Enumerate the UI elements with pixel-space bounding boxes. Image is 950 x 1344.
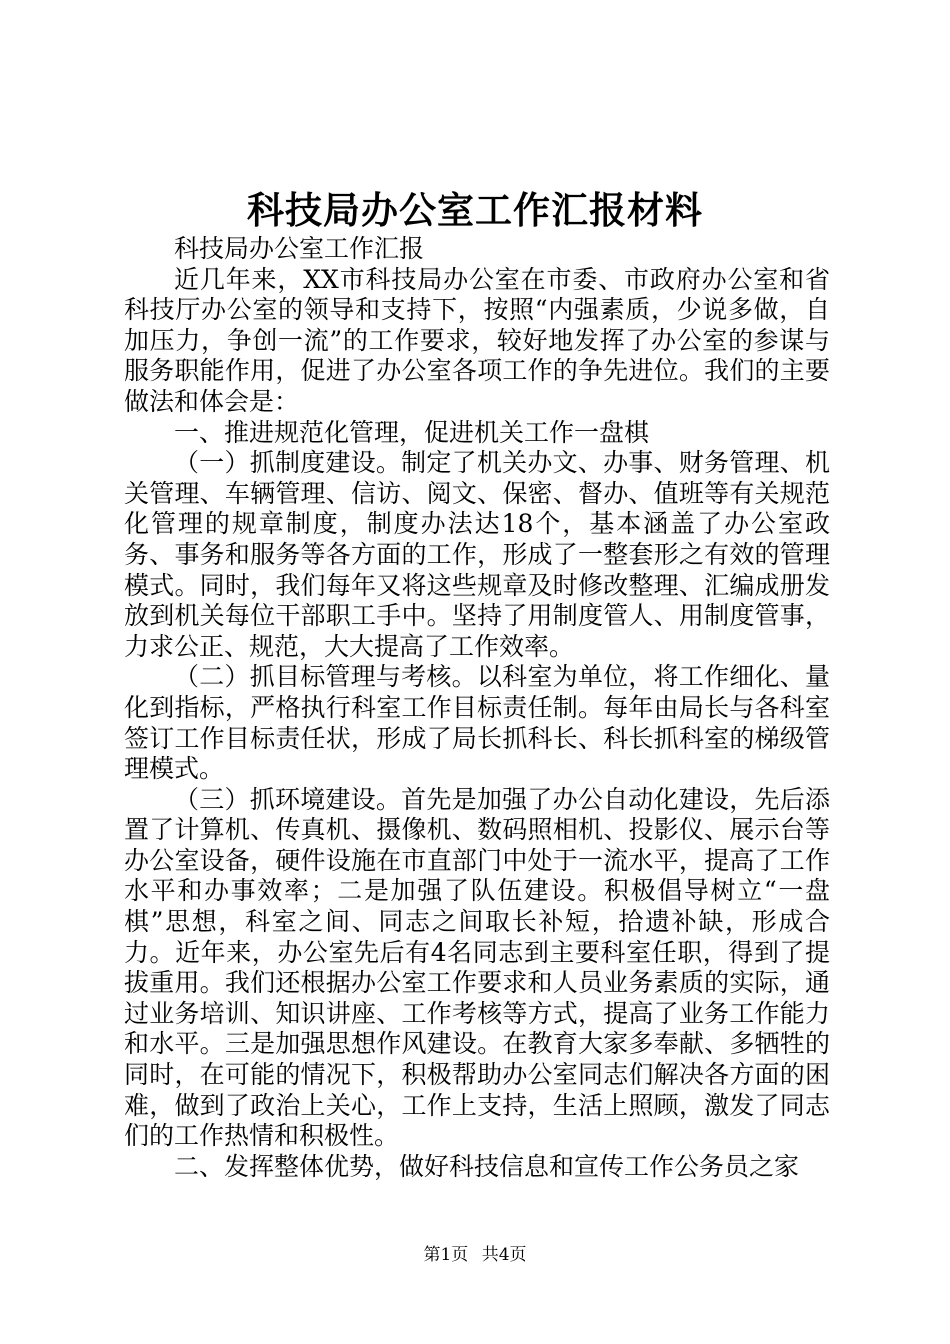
document-title: 科技局办公室工作汇报材料 (247, 188, 703, 232)
paragraph-item-1: （一）抓制度建设。制定了机关办文、办事、财务管理、机关管理、车辆管理、信访、阅文、保密、督办、值班等有关规范化管理的规章制度，制度办法达18个，基本涵盖了办公室政务、事务和服务等各方面的工作，形成了一整套形之有效的管理模式。同时，我们每年又将这些规章及时修改整理、汇编成册发放到机关每位干部职工手中。坚持了用制度管人、用制度管事，力求公正、规范，大大提高了工作效率。 (124, 448, 830, 661)
paragraph-subtitle: 科技局办公室工作汇报 (174, 234, 425, 263)
paragraph-intro: 近几年来，XX市科技局办公室在市委、市政府办公室和省科技厅办公室的领导和支持下，按照“内强素质，少说多做，自加压力，争创一流”的工作要求，较好地发挥了办公室的参谋与服务职能作用，促进了办公室各项工作的争先进位。我们的主要做法和体会是： (124, 264, 830, 416)
paragraph-item-2: （二）抓目标管理与考核。以科室为单位，将工作细化、量化到指标，严格执行科室工作目标责任制。每年由局长与各科室签订工作目标责任状，形成了局长抓科长、科长抓科室的梯级管理模式。 (124, 662, 830, 784)
section-heading-1: 一、推进规范化管理，促进机关工作一盘棋 (174, 417, 650, 447)
document-body (124, 234, 830, 1182)
paragraph-item-3: （三）抓环境建设。首先是加强了办公自动化建设，先后添置了计算机、传真机、摄像机、数码照相机、投影仪、展示台等办公室设备，硬件设施在市直部门中处于一流水平，提高了工作水平和办事效率；二是加强了队伍建设。积极倡导树立“一盘棋”思想，科室之间、同志之间取长补短，拾遗补缺，形成合力。近年来，办公室先后有4名同志到主要科室任职，得到了提拔重用。我们还根据办公室工作要求和人员业务素质的实际，通过业务培训、知识讲座、工作考核等方式，提高了业务工作能力和水平。三是加强思想作风建设。在教育大家多奉献、多牺牲的同时，在可能的情况下，积极帮助办公室同志们解决各方面的困难，做到了政治上关心，工作上支持，生活上照顾，激发了同志们的工作热情和积极性。 (124, 784, 830, 1151)
page-number: 第1页 (423, 1245, 469, 1265)
page-footer (0, 1243, 950, 1267)
section-heading-2: 二、发挥整体优势，做好科技信息和宣传工作公务员之家 (174, 1151, 800, 1181)
page-total: 共4页 (481, 1245, 527, 1265)
